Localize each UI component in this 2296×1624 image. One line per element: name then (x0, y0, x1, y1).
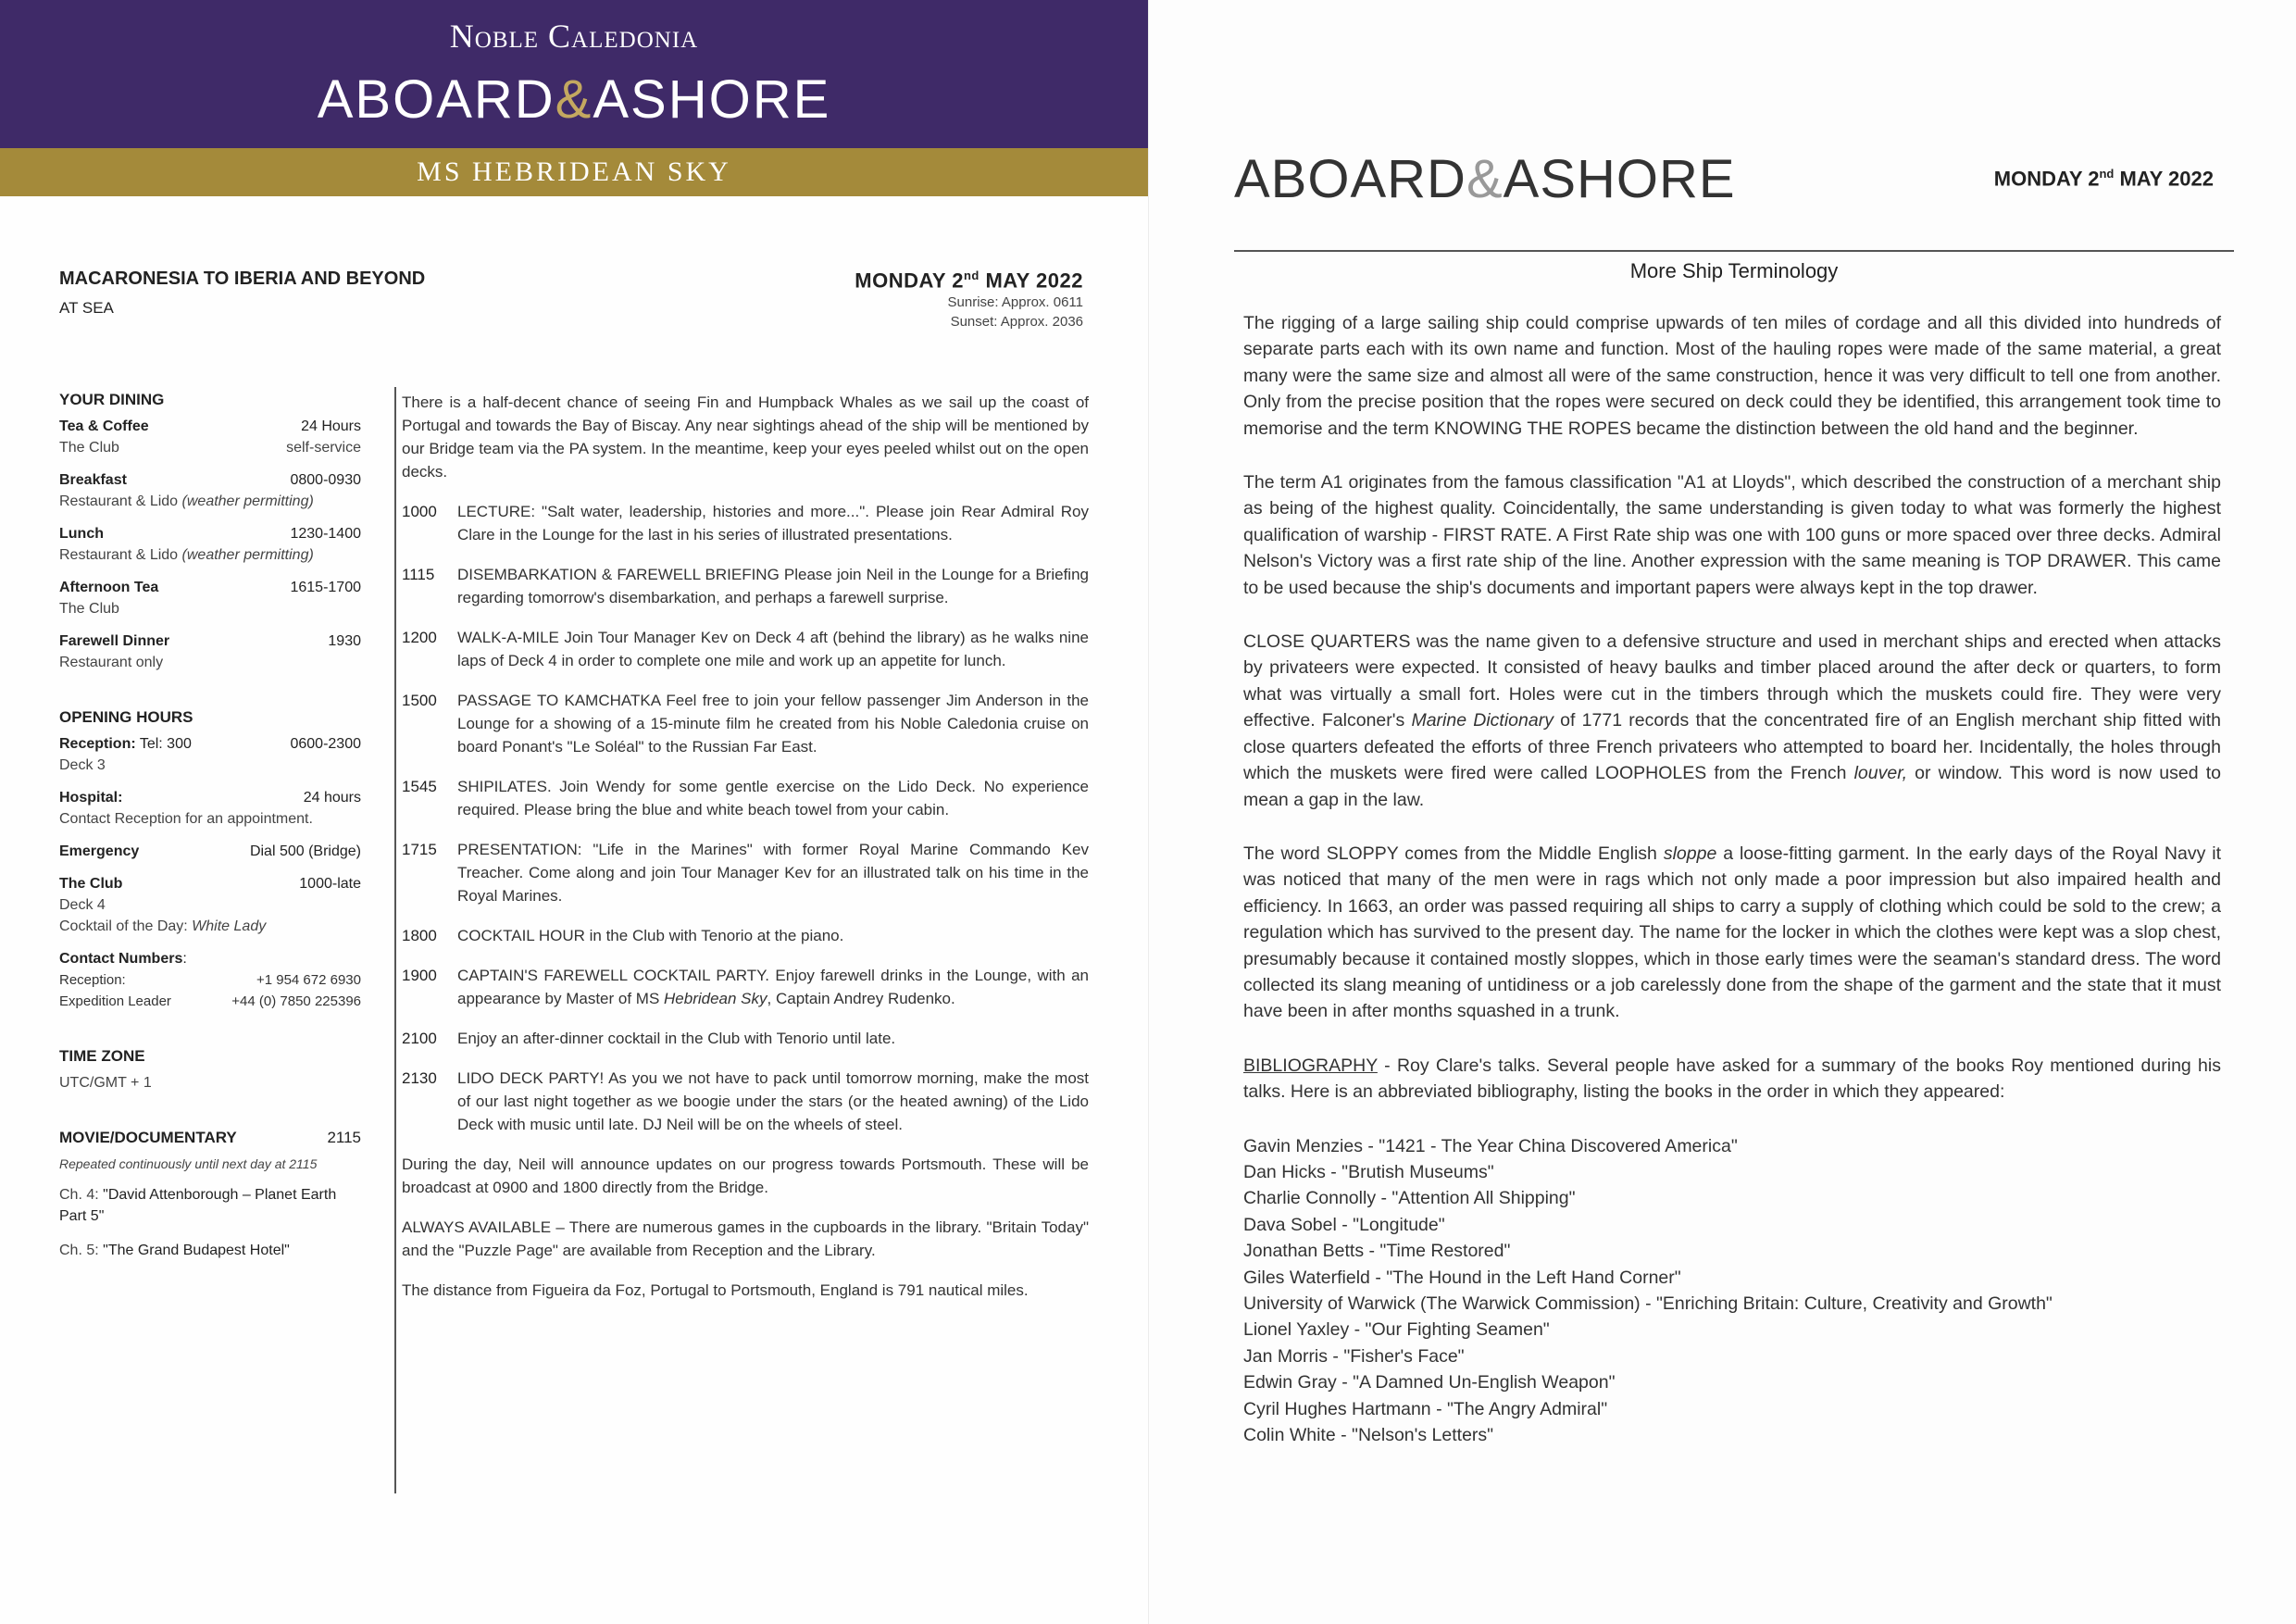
contact-number: +1 954 672 6930 (256, 972, 361, 988)
event-text: , (767, 990, 776, 1007)
dining-item-name: Farewell Dinner (59, 633, 170, 649)
dining-item-time: 1230-1400 (290, 526, 361, 542)
reception-time: 0600-2300 (290, 736, 361, 752)
date-month: MAY 2022 (2114, 167, 2214, 191)
event-time: 1545 (402, 778, 437, 795)
dining-item-extra: self-service (286, 440, 361, 456)
event-time: 1115 (402, 566, 435, 583)
bibliography-label: BIBLIOGRAPHY (1243, 1055, 1378, 1076)
paragraph-sloppy (1243, 841, 2221, 1025)
list-item: Gavin Menzies - "1421 - The Year China Discovered America" (1243, 1135, 1738, 1156)
event-text: Join (551, 778, 596, 795)
info-sidebar (59, 389, 361, 1261)
event-title: COCKTAIL HOUR (457, 927, 585, 944)
event-text: in the Lounge for a showing of a 15-minute film he created from his Noble Caledonia cruise on board Ponant's "Le Soléal" to the Russian Far East. (457, 692, 1090, 756)
club-row (59, 873, 361, 894)
para-text: from the French (1706, 763, 1854, 784)
event-time: 1715 (402, 841, 437, 858)
event-desc (457, 626, 1089, 672)
event-host: Wendy (595, 778, 645, 795)
article-body (1243, 310, 2221, 1448)
event-title: DISEMBARKATION & FAREWELL BRIEFING (457, 566, 780, 583)
progress-updates-note: During the day, Neil will announce updates on our progress towards Portsmouth. These will be broadcast at 0900 and 1800 directly from the Bridge. (402, 1156, 1089, 1196)
event-title: CAPTAIN'S FAREWELL COCKTAIL PARTY. (457, 967, 769, 984)
right-page (1148, 0, 2296, 1624)
event-row (402, 775, 1089, 821)
event-text: Enjoy farewell drinks in the Lounge, with an appearance by Master of MS (457, 967, 1089, 1007)
cocktail-name: White Lady (192, 918, 267, 934)
event-row (402, 500, 1089, 546)
term: CLOSE QUARTERS (1243, 631, 1411, 653)
event-title: LECTURE: "Salt water, leadership, histories and more...". (457, 503, 869, 520)
para-text: of 1771 records that the concentrated fire of an English merchant ship fitted with close quarters defeated the efforts of three French privateers who attempted to board her. Incidentally, the holes through which the muskets were fired were called (1243, 710, 2221, 784)
term: FIRST RATE (1442, 524, 1548, 545)
para-text: became the distinction between the old hand and the beginner. (1631, 418, 2139, 439)
movie-note: Repeated continuously until next day at 2115 (59, 1156, 318, 1171)
dining-item-name: Breakfast (59, 472, 127, 488)
date-block (855, 269, 1083, 331)
cocktail-label: Cocktail of the Day: (59, 918, 193, 934)
para-text: The word (1243, 843, 1327, 864)
event-text: will be on the wheels of steel. (693, 1116, 903, 1133)
event-text: . (951, 990, 955, 1007)
event-text: Join Tour Manager (558, 629, 701, 646)
paragraph-bibliography (1243, 1053, 2221, 1106)
term: A1 (1320, 472, 1343, 493)
term: LOOPHOLES (1594, 763, 1707, 784)
dining-item-time: 1930 (328, 633, 361, 649)
movie-heading-text: MOVIE/DOCUMENTARY (59, 1129, 237, 1146)
brand-name: Noble Caledonia (449, 18, 699, 55)
distance-text: , England is 791 nautical miles. (811, 1281, 1029, 1299)
dining-item-name: Lunch (59, 526, 104, 542)
always-label: ALWAYS AVAILABLE (402, 1218, 552, 1236)
term: TOP DRAWER (2004, 551, 2128, 572)
para-text: a loose-fitting garment. In the early days of the Royal Navy it was noticed that many of the men were in rags which not only made a poor impression but also impaired health and efficiency. In 1663, an order was passed requiring all ships to carry a supply of clothing which could be sold to the crew; a regulation which has survived to the present day. The name for the locker in which the clothes were kept was a slop chest, presumably because it contained mostly sloppes, which in those early times were the seaman's standard dress. The word collected its slang meaning of untidiness or a job carelessly done from the shape of the garment and the state that it must have been in after months squashed in a trunk. (1243, 843, 2222, 1022)
date-month: MAY 2022 (979, 269, 1083, 293)
list-item: Cyril Hughes Hartmann - "The Angry Admiral" (1243, 1398, 1608, 1419)
club-time: 1000-late (299, 876, 361, 892)
hospital-note: Contact Reception for an appointment. (59, 811, 313, 827)
port-to: Portsmouth (730, 1281, 812, 1299)
event-text: with former Royal Marine Commando (752, 841, 1062, 858)
daily-programme (402, 391, 1089, 1318)
event-title: PRESENTATION: "Life in the Marines" (457, 841, 753, 858)
dining-item (59, 631, 361, 673)
paragraph-knowing-ropes (1243, 310, 2221, 442)
event-text: As you we not have to pack until tomorrow morning, make the most of our last night together as we boogie under the stars (or the heated awning) of the Lido Deck with music until late. (457, 1069, 1089, 1133)
list-item: University of Warwick (The Warwick Commission) - "Enriching Britain: Culture, Creativity and Growth" (1243, 1293, 2053, 1314)
event-desc (457, 838, 1089, 907)
dining-item-place: Restaurant & Lido (59, 493, 182, 509)
event-row (402, 689, 1089, 758)
event-row (402, 626, 1089, 672)
movie-ch4 (59, 1184, 361, 1227)
event-text: . Come along and join Tour Manager Kev for an illustrated talk on his time in the Royal Marines. (457, 864, 1089, 905)
book-title: Marine Dictionary (1411, 710, 1554, 731)
event-desc (457, 924, 1089, 947)
article-heading: More Ship Terminology (1629, 259, 1839, 282)
event-text: in the Club with (584, 927, 702, 944)
bibliography-subject: - Roy Clare's talks. (1377, 1055, 1541, 1076)
event-row (402, 563, 1089, 609)
para-text: The rigging of a large sailing ship could comprise upwards of ten miles of cordage and all this divided into hundreds of separate parts each with its own name and function. Most of the hauling ropes were made of the same material, a great many were the same size and almost all were of the same construction, hence it was very difficult to tell one from another. Only from the precise position that the ropes were secured on deck could they be identified, this arrangement took time to memorise and the term (1243, 313, 2221, 439)
ship-name: Hebridean Sky (664, 990, 767, 1007)
contact-label: Expedition Leader (59, 993, 171, 1009)
sunrise-time: Sunrise: Approx. 0611 (947, 294, 1083, 311)
event-host: Kev Treacher (457, 841, 1090, 881)
para-text: originates from the famous classification "A1 at Lloyds", which described the construction of a merchant ship as being of the highest quality. Coincidentally, the same understanding is given today to what was formerly the highest qualification of warship - (1243, 472, 2221, 545)
event-host: Jim Anderson (946, 692, 1043, 709)
timezone-value: UTC/GMT + 1 (59, 1075, 152, 1091)
movie-time: 2115 (327, 1129, 361, 1146)
dining-item (59, 469, 361, 512)
paragraph-a1 (1243, 469, 2221, 601)
event-desc (457, 964, 1089, 1010)
event-host: Kev (700, 629, 729, 646)
event-time: 1500 (402, 692, 437, 709)
title-ampersand: & (1466, 149, 1504, 209)
event-text: Feel free to join your fellow passenger (660, 692, 947, 709)
term: KNOWING THE ROPES (1433, 418, 1632, 439)
distance-note (402, 1279, 1089, 1302)
event-host: Tenorio (776, 1030, 829, 1047)
voyage-title: MACARONESIA TO IBERIA AND BEYOND (59, 269, 426, 289)
event-text: at the piano. (753, 927, 844, 944)
dining-item-time: 1615-1700 (290, 580, 361, 595)
title-word-ashore: ASHORE (1503, 149, 1736, 209)
event-desc (457, 689, 1089, 758)
right-page-date (1994, 167, 2214, 191)
club-label: The Club (59, 876, 123, 892)
title-word-aboard: ABOARD (317, 69, 555, 130)
event-text: for some gentle exercise on the Lido Deck. No experience required. Please bring the blue and white beach towel from your cabin. (457, 778, 1090, 818)
hospital-label: Hospital: (59, 790, 123, 806)
contacts-heading (59, 948, 361, 969)
list-item: Lionel Yaxley - "Our Fighting Seamen" (1243, 1319, 1550, 1341)
list-item: Jan Morris - "Fisher's Face" (1243, 1345, 1465, 1367)
para-text: The term (1243, 472, 1321, 493)
event-title: SHIPILATES. (457, 778, 552, 795)
list-item: Dava Sobel - "Longitude" (1243, 1214, 1445, 1235)
emergency-row (59, 841, 361, 862)
column-divider (394, 387, 396, 1493)
movie-ch5 (59, 1240, 361, 1261)
event-host: Captain Andrey Rudenko (775, 990, 952, 1007)
para-text: . This came to be used because the ship's documents and important papers were always kept in the top drawer. (1243, 551, 2221, 598)
event-row (402, 1067, 1089, 1136)
contacts-heading-text: Contact Numbers (59, 951, 183, 967)
dining-item-time: 0800-0930 (290, 472, 361, 488)
issue-date (855, 269, 1083, 293)
event-text: Please join (779, 566, 867, 583)
list-item: Edwin Gray - "A Damned Un-English Weapon" (1243, 1372, 1616, 1393)
dining-heading: YOUR DINING (59, 391, 165, 408)
list-item: Giles Waterfield - "The Hound in the Left Hand Corner" (1243, 1267, 1681, 1288)
contacts-colon: : (182, 951, 187, 967)
dining-item-place: The Club (59, 601, 119, 617)
list-item: Colin White - "Nelson's Letters" (1243, 1425, 1494, 1446)
dining-item-time: 24 Hours (301, 418, 361, 434)
event-time: 1900 (402, 967, 437, 984)
right-page-title (1234, 148, 1736, 210)
event-row (402, 838, 1089, 907)
location-label: AT SEA (59, 299, 114, 317)
timezone-heading: TIME ZONE (59, 1047, 145, 1065)
channel-title: "The Grand Budapest Hotel" (103, 1243, 290, 1258)
date-suffix: nd (2099, 167, 2115, 181)
para-text: . A First Rate ship was one with 100 guns or more spaced over three decks. Admiral Nelson's Victory was a first rate ship of the line. Another expression with the same meaning is (1243, 524, 2221, 572)
hospital-time: 24 hours (303, 790, 361, 806)
dining-item-name: Afternoon Tea (59, 580, 159, 595)
dining-item-place: The Club (59, 440, 119, 456)
event-host: Roy Clare (457, 503, 1089, 543)
distance-text: The distance from (402, 1281, 532, 1299)
date-suffix: nd (963, 269, 980, 282)
channel-title: "David Attenborough – Planet Earth Part 5" (59, 1187, 337, 1224)
list-item: Dan Hicks - "Brutish Museums" (1243, 1161, 1494, 1182)
masthead-banner (0, 0, 1148, 148)
reception-row (59, 733, 361, 755)
header-rule (1234, 250, 2234, 252)
event-text: in the Lounge for a Briefing regarding tomorrow's disembarkation, and perhaps a farewell surprise. (457, 566, 1089, 606)
event-time: 1800 (402, 927, 437, 944)
cocktail-of-day (59, 916, 361, 937)
reception-deck: Deck 3 (59, 757, 106, 773)
event-desc (457, 775, 1089, 821)
ship-name-banner: MS HEBRIDEAN SKY (0, 148, 1148, 196)
para-text: was the name given to a defensive structure and used in merchant ships and erected when attacks by privateers were expected. It consisted of heavy baulks and timber placed around the after deck or quarters, to form what was virtually a small fort. Holes were cut in the timbers through which the muskets could fire. They were very effective. Falconer's (1243, 631, 2221, 731)
para-text: Several people have asked for a summary of the books Roy mentioned during his talks. Here is an abbreviated bibliography, listing the books in the order in which they appeared: (1243, 1055, 2221, 1103)
reception-tel: Tel: 300 (135, 736, 192, 752)
event-time: 1200 (402, 629, 437, 646)
hospital-row (59, 787, 361, 808)
event-text: in the Lounge for the last in his series of illustrated presentations. (494, 526, 953, 543)
dining-item-name: Tea & Coffee (59, 418, 149, 434)
event-host: Tenorio (701, 927, 754, 944)
event-row (402, 924, 1089, 947)
event-text: until late. (828, 1030, 896, 1047)
paragraph-close-quarters (1243, 629, 2221, 813)
para-text: or window. This word is now used to mean a gap in the law. (1243, 763, 2221, 810)
dining-item (59, 523, 361, 566)
always-text: – There are numerous games in the cupboards in the library. "Britain Today" and the "Puzzle Page" are available from Reception and the Library. (402, 1218, 1089, 1259)
event-row (402, 1027, 1089, 1050)
date-day: MONDAY 2 (1993, 167, 2100, 191)
emergency-number: Dial 500 (Bridge) (249, 843, 361, 859)
list-item: Charlie Connolly - "Attention All Shipping" (1243, 1188, 1576, 1209)
reception-label: Reception: (59, 736, 136, 752)
opening-hours-heading: OPENING HOURS (59, 708, 193, 726)
foreign-word: sloppe (1663, 843, 1717, 864)
date-day: MONDAY 2 (855, 269, 964, 293)
always-available-note (402, 1216, 1089, 1262)
event-text: Please join Rear Admiral (869, 503, 1061, 520)
title-ampersand: & (555, 69, 593, 130)
title-word-ashore: ASHORE (593, 69, 831, 130)
event-title: LIDO DECK PARTY! (457, 1069, 605, 1087)
contact-reception (59, 969, 361, 991)
event-title: PASSAGE TO KAMCHATKA (457, 692, 661, 709)
foreign-word: louver, (1853, 763, 1908, 784)
port-from: Figueira da Foz (531, 1281, 642, 1299)
dining-item-place: Restaurant & Lido (59, 547, 182, 563)
event-desc (457, 1027, 1089, 1050)
masthead-title (0, 69, 1148, 131)
event-time: 2100 (402, 1030, 437, 1047)
contact-leader (59, 991, 361, 1012)
event-text: Enjoy an after-dinner cocktail in the Club with (457, 1030, 777, 1047)
contact-label: Reception: (59, 972, 126, 988)
term: SLOPPY (1326, 843, 1399, 864)
contact-number: +44 (0) 7850 225396 (231, 993, 361, 1009)
event-row (402, 964, 1089, 1010)
dining-item-place: Restaurant only (59, 655, 164, 670)
event-desc (457, 500, 1089, 546)
dining-item (59, 416, 361, 458)
event-desc (457, 1067, 1089, 1136)
event-host: Neil (866, 566, 893, 583)
event-title: WALK-A-MILE (457, 629, 559, 646)
event-time: 2130 (402, 1069, 437, 1087)
bibliography-list (1243, 1133, 2221, 1449)
title-word-aboard: ABOARD (1234, 149, 1466, 209)
programme-intro: There is a half-decent chance of seeing Fin and Humpback Whales as we sail up the coast of Portugal and towards the Bay of Biscay. Any near sightings ahead of the ship will be mentioned by our Bridge team via the PA system. In the meantime, keep your eyes peeled whilst out on the open decks. (402, 394, 1089, 481)
emergency-label: Emergency (59, 843, 140, 859)
dining-item-note: (weather permitting) (181, 547, 314, 563)
club-deck: Deck 4 (59, 897, 106, 913)
event-desc (457, 563, 1089, 609)
para-text: comes from the Middle English (1398, 843, 1664, 864)
distance-text: , Portugal to (641, 1281, 731, 1299)
event-time: 1000 (402, 503, 437, 520)
movie-heading (59, 1127, 361, 1148)
dining-item-note: (weather permitting) (181, 493, 314, 509)
channel-label: Ch. 4: (59, 1187, 104, 1203)
list-item: Jonathan Betts - "Time Restored" (1243, 1241, 1511, 1262)
channel-label: Ch. 5: (59, 1243, 104, 1258)
sunset-time: Sunset: Approx. 2036 (950, 314, 1083, 331)
dining-item (59, 577, 361, 619)
event-host: DJ Neil (643, 1116, 694, 1133)
event-text: on Deck 4 aft (behind the library) as he walks nine laps of Deck 4 in order to complete one mile and work up an appetite for lunch. (457, 629, 1089, 669)
